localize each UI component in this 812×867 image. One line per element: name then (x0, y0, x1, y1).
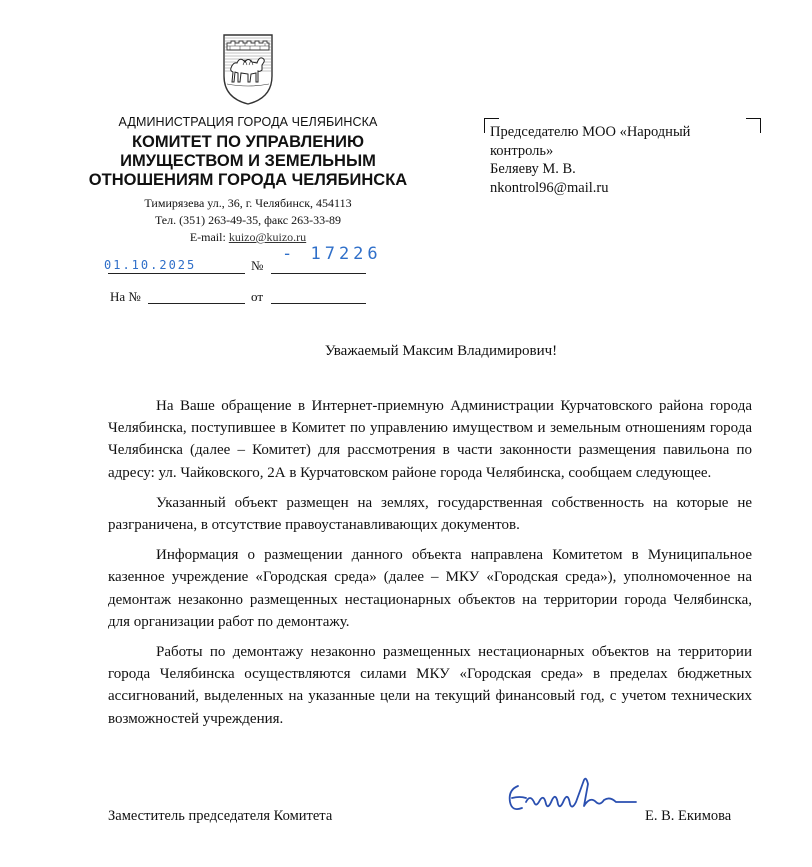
outgoing-number-line (271, 273, 366, 274)
committee-name (80, 133, 416, 190)
addressee-line2: контроль» (490, 142, 554, 159)
committee-contacts (80, 195, 416, 246)
number-sign: № (251, 258, 264, 273)
body-paragraph-4: Работы по демонтажу незаконно размещенных нестационарных объектов на территории города Челябинска осуществляются силами МКУ «Городская среда» в пределах бюджетных ассигнований, выделенных на указанные цели на текущий финансовый год, с учетом технических возможностей учреждения. (108, 644, 752, 727)
outgoing-date-stamp: 01.10.2025 (104, 258, 197, 272)
addressee-line1: Председателю МОО «Народный (490, 124, 691, 140)
reference-date-line (271, 303, 366, 304)
outgoing-date-line (108, 273, 245, 274)
signatory-name: Е. В. Екимова (645, 808, 732, 824)
addressee-email: nkontrol96@mail.ru (490, 179, 609, 196)
addressee-line3: Беляеву М. В. (490, 161, 576, 177)
addressee-block (490, 123, 760, 197)
signatory-title: Заместитель председателя Комитета (108, 808, 333, 824)
committee-name-line2: ИМУЩЕСТВОМ И ЗЕМЕЛЬНЫМ (120, 152, 376, 170)
outgoing-number-stamp: - 17226 (282, 244, 382, 264)
salutation: Уважаемый Максим Владимирович! (324, 343, 558, 359)
email-label: E-mail: (189, 230, 229, 244)
email-link[interactable]: kuizo@kuizo.ru (228, 230, 307, 244)
committee-address: Тимирязева ул., 36, г. Челябинск, 454113 (144, 196, 352, 210)
body-paragraph-3: Информация о размещении данного объекта направлена Комитетом в Муниципальное казенное учреждение «Городская среда» (далее – МКУ «Городская среда»), уполномоченное на демонтаж незаконно размещенных нестационарных объектов на территории города Челябинска, для организации работ по демонтажу. (108, 547, 752, 630)
reference-from-label: от (251, 289, 264, 304)
reference-number-label: На № (110, 289, 141, 304)
coat-of-arms-icon (221, 32, 275, 106)
committee-name-line3: ОТНОШЕНИЯМ ГОРОДА ЧЕЛЯБИНСКА (88, 171, 408, 189)
reference-number-line (148, 303, 245, 304)
body-paragraph-2: Указанный объект размещен на землях, государственная собственность на которые не разграничена, в отсутствие правоустанавливающих документов. (108, 494, 752, 534)
handwritten-signature-icon (500, 772, 640, 830)
administration-title: АДМИНИСТРАЦИЯ ГОРОДА ЧЕЛЯБИНСКА (118, 115, 378, 129)
letter-body (108, 395, 752, 738)
committee-name-line1: КОМИТЕТ ПО УПРАВЛЕНИЮ (131, 133, 364, 151)
committee-phone: Тел. (351) 263-49-35, факс 263-33-89 (154, 213, 342, 227)
body-paragraph-1: На Ваше обращение в Интернет-приемную Администрации Курчатовского района города Челябинска, поступившее в Комитет по управлению имуществом и земельным отношениям города Челябинска (далее – Комитет) для рассмотрения в части законности размещения павильона по адресу: ул. Чайковского, 2А в Курчатовском районе города Челябинска, сообщаем следующее. (108, 398, 752, 481)
